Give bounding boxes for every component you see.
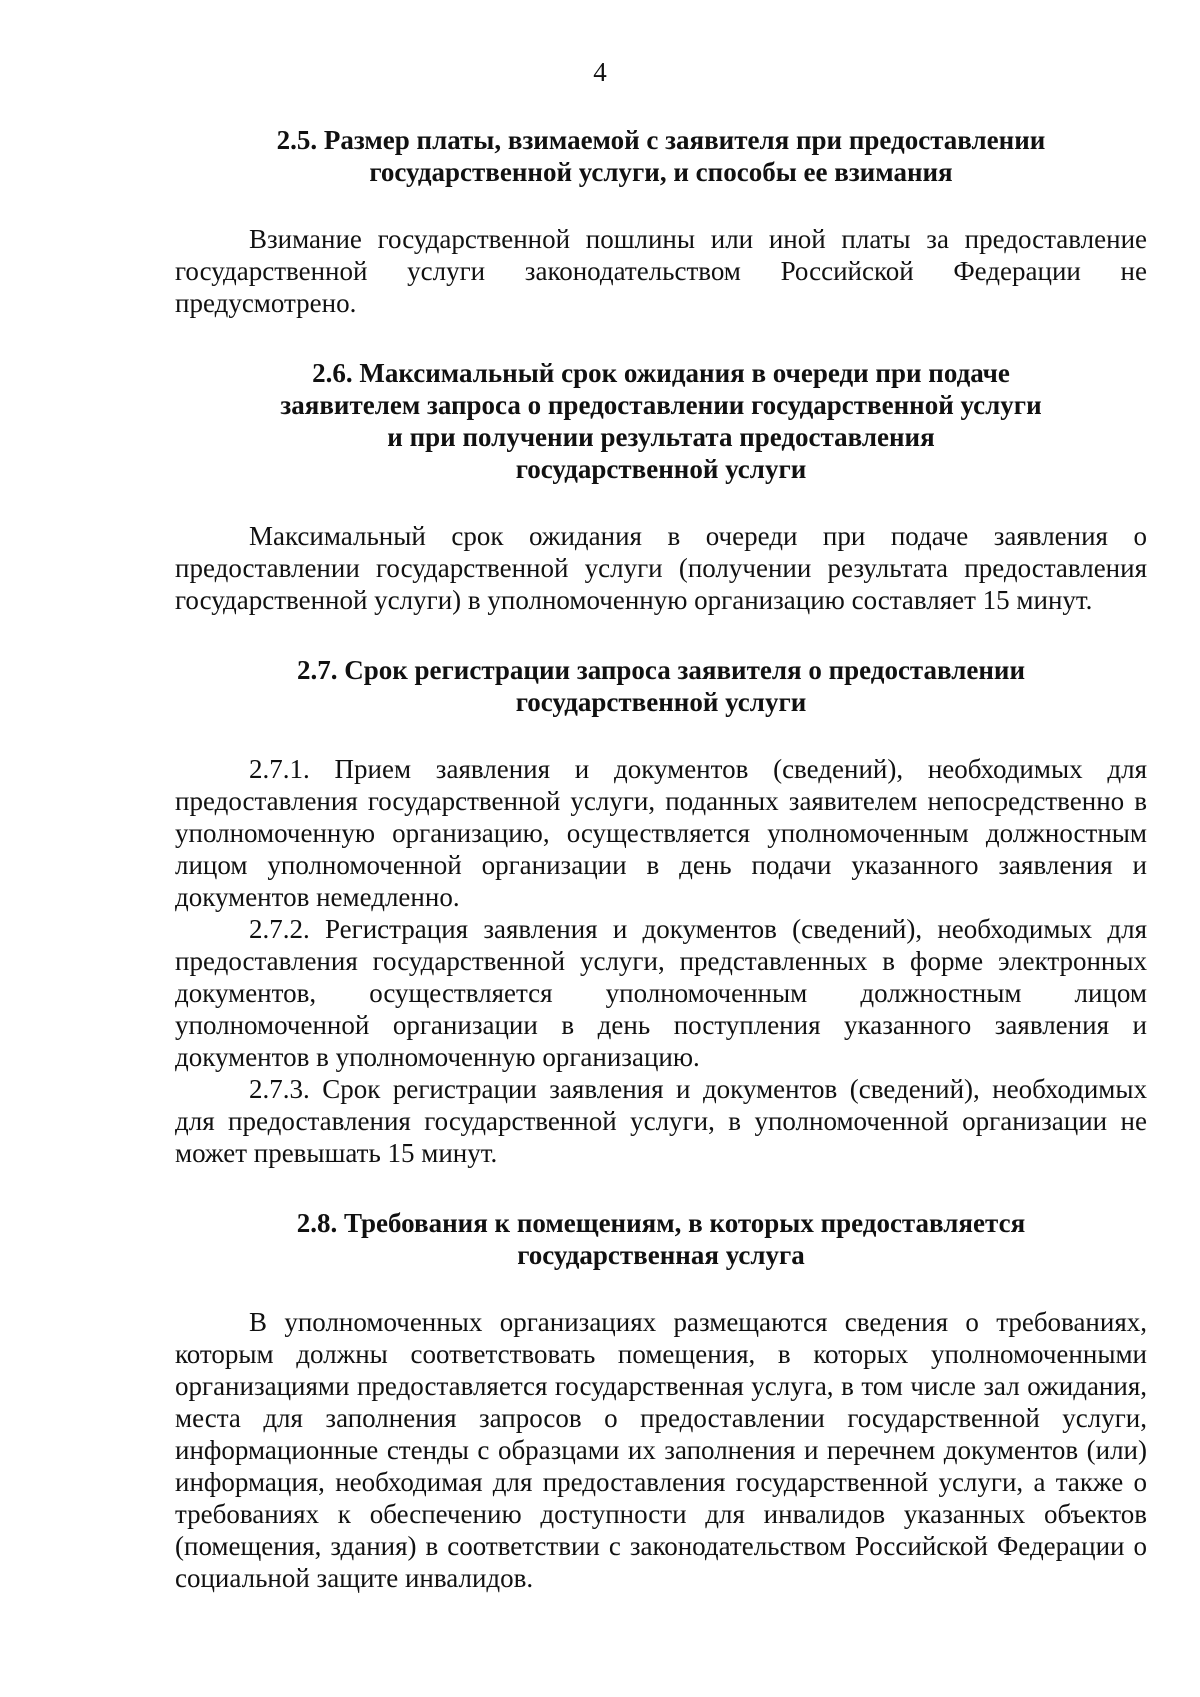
heading-line: 2.5. Размер платы, взимаемой с заявителя при предоставлении	[276, 125, 1046, 155]
heading-line: государственной услуги	[515, 454, 807, 484]
section-heading	[175, 654, 1147, 718]
section-heading	[175, 1207, 1147, 1271]
paragraph: В уполномоченных организациях размещаются сведения о требованиях, которым должны соответствовать помещения, в которых уполномоченными организациями предоставляется государственная услуга, в том числе зал ожидания, места для заполнения запросов о предоставлении государственной услуги, информационные стенды с образцами их заполнения и перечнем документов (или) информация, необходимая для предоставления государственной услуги, а также о требованиях к обеспечению доступности для инвалидов указанных объектов (помещения, здания) в соответствии с законодательством Российской Федерации о социальной защите инвалидов.	[175, 1307, 1147, 1593]
section-heading	[175, 124, 1147, 188]
paragraph: Максимальный срок ожидания в очереди при подаче заявления о предоставлении государственной услуги (получении результата предоставления государственной услуги) в уполномоченную организацию составляет 15 минут.	[175, 521, 1147, 615]
heading-line: 2.8. Требования к помещениям, в которых предоставляется	[296, 1208, 1026, 1238]
heading-line: 2.7. Срок регистрации запроса заявителя о предоставлении	[296, 655, 1026, 685]
heading-line: и при получении результата предоставления	[387, 422, 935, 452]
heading-line: 2.6. Максимальный срок ожидания в очереди при подаче	[312, 358, 1010, 388]
paragraph: 2.7.3. Срок регистрации заявления и документов (сведений), необходимых для предоставления государственной услуги, в уполномоченной организации не может превышать 15 минут.	[175, 1074, 1147, 1168]
section-2-5	[175, 124, 1147, 319]
heading-line: государственной услуги	[515, 687, 807, 717]
section-2-8	[175, 1207, 1147, 1594]
heading-line: государственной услуги, и способы ее взимания	[369, 157, 953, 187]
paragraph: 2.7.1. Прием заявления и документов (сведений), необходимых для предоставления государственной услуги, поданных заявителем непосредственно в уполномоченную организацию, осуществляется уполномоченным должностным лицом уполномоченной организации в день подачи указанного заявления и документов немедленно.	[175, 754, 1147, 912]
page-number: 4	[593, 57, 607, 87]
document-body	[175, 124, 1147, 1594]
section-2-6	[175, 357, 1147, 616]
heading-line: заявителем запроса о предоставлении государственной услуги	[280, 390, 1042, 420]
heading-line: государственная услуга	[517, 1240, 805, 1270]
paragraph: Взимание государственной пошлины или иной платы за предоставление государственной услуги законодательством Российской Федерации не предусмотрено.	[175, 224, 1147, 318]
paragraph: 2.7.2. Регистрация заявления и документов (сведений), необходимых для предоставления государственной услуги, представленных в форме электронных документов, осуществляется уполномоченным должностным лицом уполномоченной организации в день поступления указанного заявления и документов в уполномоченную организацию.	[175, 914, 1147, 1072]
section-2-7	[175, 654, 1147, 1169]
section-heading	[175, 357, 1147, 485]
